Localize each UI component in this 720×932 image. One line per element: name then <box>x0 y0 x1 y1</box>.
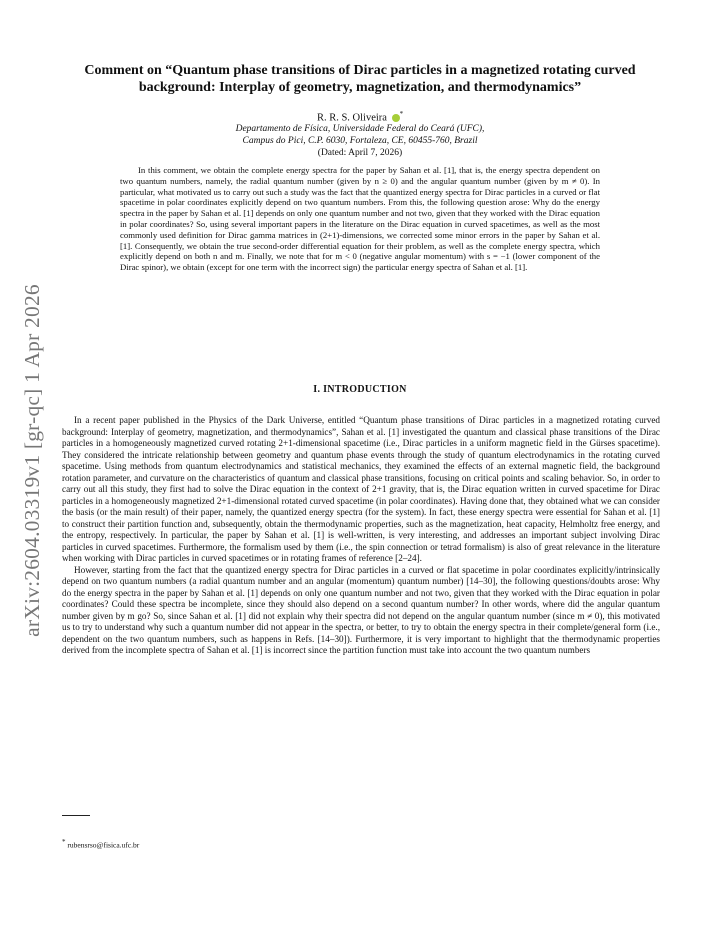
author-footnote-marker: * <box>399 110 404 118</box>
footnote-divider <box>62 815 90 816</box>
footnote-marker: * <box>62 838 66 846</box>
paragraph: In a recent paper published in the Physics of the Dark Universe, entitled “Quantum phase transitions of Dirac particles in a magnetized rotating curved background: Interplay of geometry, magnetization, and thermodynamics”, Sahan et al. [1] investigated the quantum and classical phase transitions of the Dirac particles in a homogeneously magnetized curved rotating 2+1-dimensional spacetime (i.e., Dirac particles in a uniform magnetic field in the Gürses spacetime). They considered the intricate relationship between geometry and quantum phase events through the study of quantum electrodynamics in the rotating curved spacetime. Using methods from quantum electrodynamics and statistical mechanics, they examined the effects of an external magnetic field, the background rotation parameter, and curvature on the characteristics of quantum and classical phase transitions, focusing on critical points and scaling behavior. So, in order to carry out all this study, they first had to solve the Dirac equation in the context of 2+1 gravity, that is, the Dirac equation written in curved spacetime for Dirac particles in a homogeneously magnetized 2+1-dimensional rotated curved spacetime (in polar coordinates). Having done that, they obtained what we can consider the basis (or the main result) of their paper, namely, the quantized energy spectra (for the system). In fact, these energy spectra were essential for Sahan et al. [1] to construct their partition function and, subsequently, obtain the thermodynamic properties, such as the magnetization, heat capacity, Helmholtz free energy, and the entropy, respectively. In particular, the paper by Sahan et al. [1] is well-written, is very interesting, and addresses an important subject involving Dirac particles in curved spacetimes. Furthermore, the formalism used by them (i.e., the spin connection or tetrad formalism) is also of great relevance in the literature when working with Dirac particles in curved spacetimes or in rotating frames of reference [2–24]. <box>62 415 660 563</box>
abstract: In this comment, we obtain the complete energy spectra for the paper by Sahan et al. [1], that is, the energy spectra dependent on two quantum numbers, namely, the radial quantum number (given by n ≥ 0) and the angular quantum number (given by m ≠ 0). In particular, what motivated us to carry out such a study was the fact that the quantized energy spectra for Dirac particles in a curved or flat spacetime in polar coordinates explicitly depend on two quantum numbers. From this, the following question arose: Why do the energy spectra in the paper by Sahan et al. [1] depends on only one quantum number and not two, given that they worked with the Dirac equation in polar coordinates? So, using several important papers in the literature on the Dirac equation in curved spacetimes, as well as the most commonly used definition for Dirac gamma matrices in (2+1)-dimensions, we corrected some minor errors in the paper by Sahan et al. [1]. Consequently, we obtain the true second-order differential equation for their problem, as well as the complete energy spectra, which explicitly depend on both n and m. Finally, we note that for m < 0 (negative angular momentum) with s = −1 (lower component of the Dirac spinor), we obtain (except for one term with the incorrect sign) the particular energy spectra of Sahan et al. [1]. <box>120 165 600 273</box>
section-heading-introduction: I. INTRODUCTION <box>313 384 407 395</box>
footnote-email[interactable]: rubensrso@fisica.ufc.br <box>67 840 140 850</box>
arxiv-identifier: arXiv:2604.03319v1 [gr-qc] 1 Apr 2026 <box>19 283 44 637</box>
affiliation-line-1: Departamento de Física, Universidade Federal do Ceará (UFC), <box>235 124 485 134</box>
affiliation-line-2: Campus do Pici, C.P. 6030, Fortaleza, CE, 60455-760, Brazil <box>242 136 478 146</box>
paragraph: However, starting from the fact that the quantized energy spectra for Dirac particles in a curved or flat spacetime in polar coordinates explicitly/intrinsically depend on two quantum numbers (a radial quantum number and an angular (momentum) quantum number) [14–30], the following questions/doubts arose: Why do the energy spectra in the paper by Sahan et al. [1] depends on only one quantum number and not two, given that they worked with the Dirac equation in polar coordinates? Could these spectra be incomplete, since they should also depend on a second quantum number? In other words, where did the angular quantum number given by m go? So, since Sahan et al. [1] did not explain why their spectra did not depend on the angular quantum number (since m ≠ 0), this motivated us to try to understand why such a quantum number did not appear in the spectra, or better, to try to obtain the energy spectra in their complete/general form (i.e., dependent on the two quantum numbers, such as happens in Refs. [14–30]). Furthermore, it is very important to highlight that the thermodynamic properties derived from the incomplete spectra of Sahan et al. [1] is incorrect since the partition function must take into account the two quantum numbers <box>62 564 660 655</box>
orcid-icon[interactable] <box>392 114 400 122</box>
dated-line: (Dated: April 7, 2026) <box>317 148 403 158</box>
affiliation <box>60 123 660 147</box>
footnote <box>62 838 462 850</box>
author-name: R. R. S. Oliveira <box>316 112 387 124</box>
paper-title: Comment on “Quantum phase transitions of Dirac particles in a magnetized rotating curved background: Interplay of geometry, magnetization, and thermodynamics” <box>84 63 636 95</box>
arxiv-stamp <box>10 250 54 670</box>
introduction-body <box>62 415 660 657</box>
